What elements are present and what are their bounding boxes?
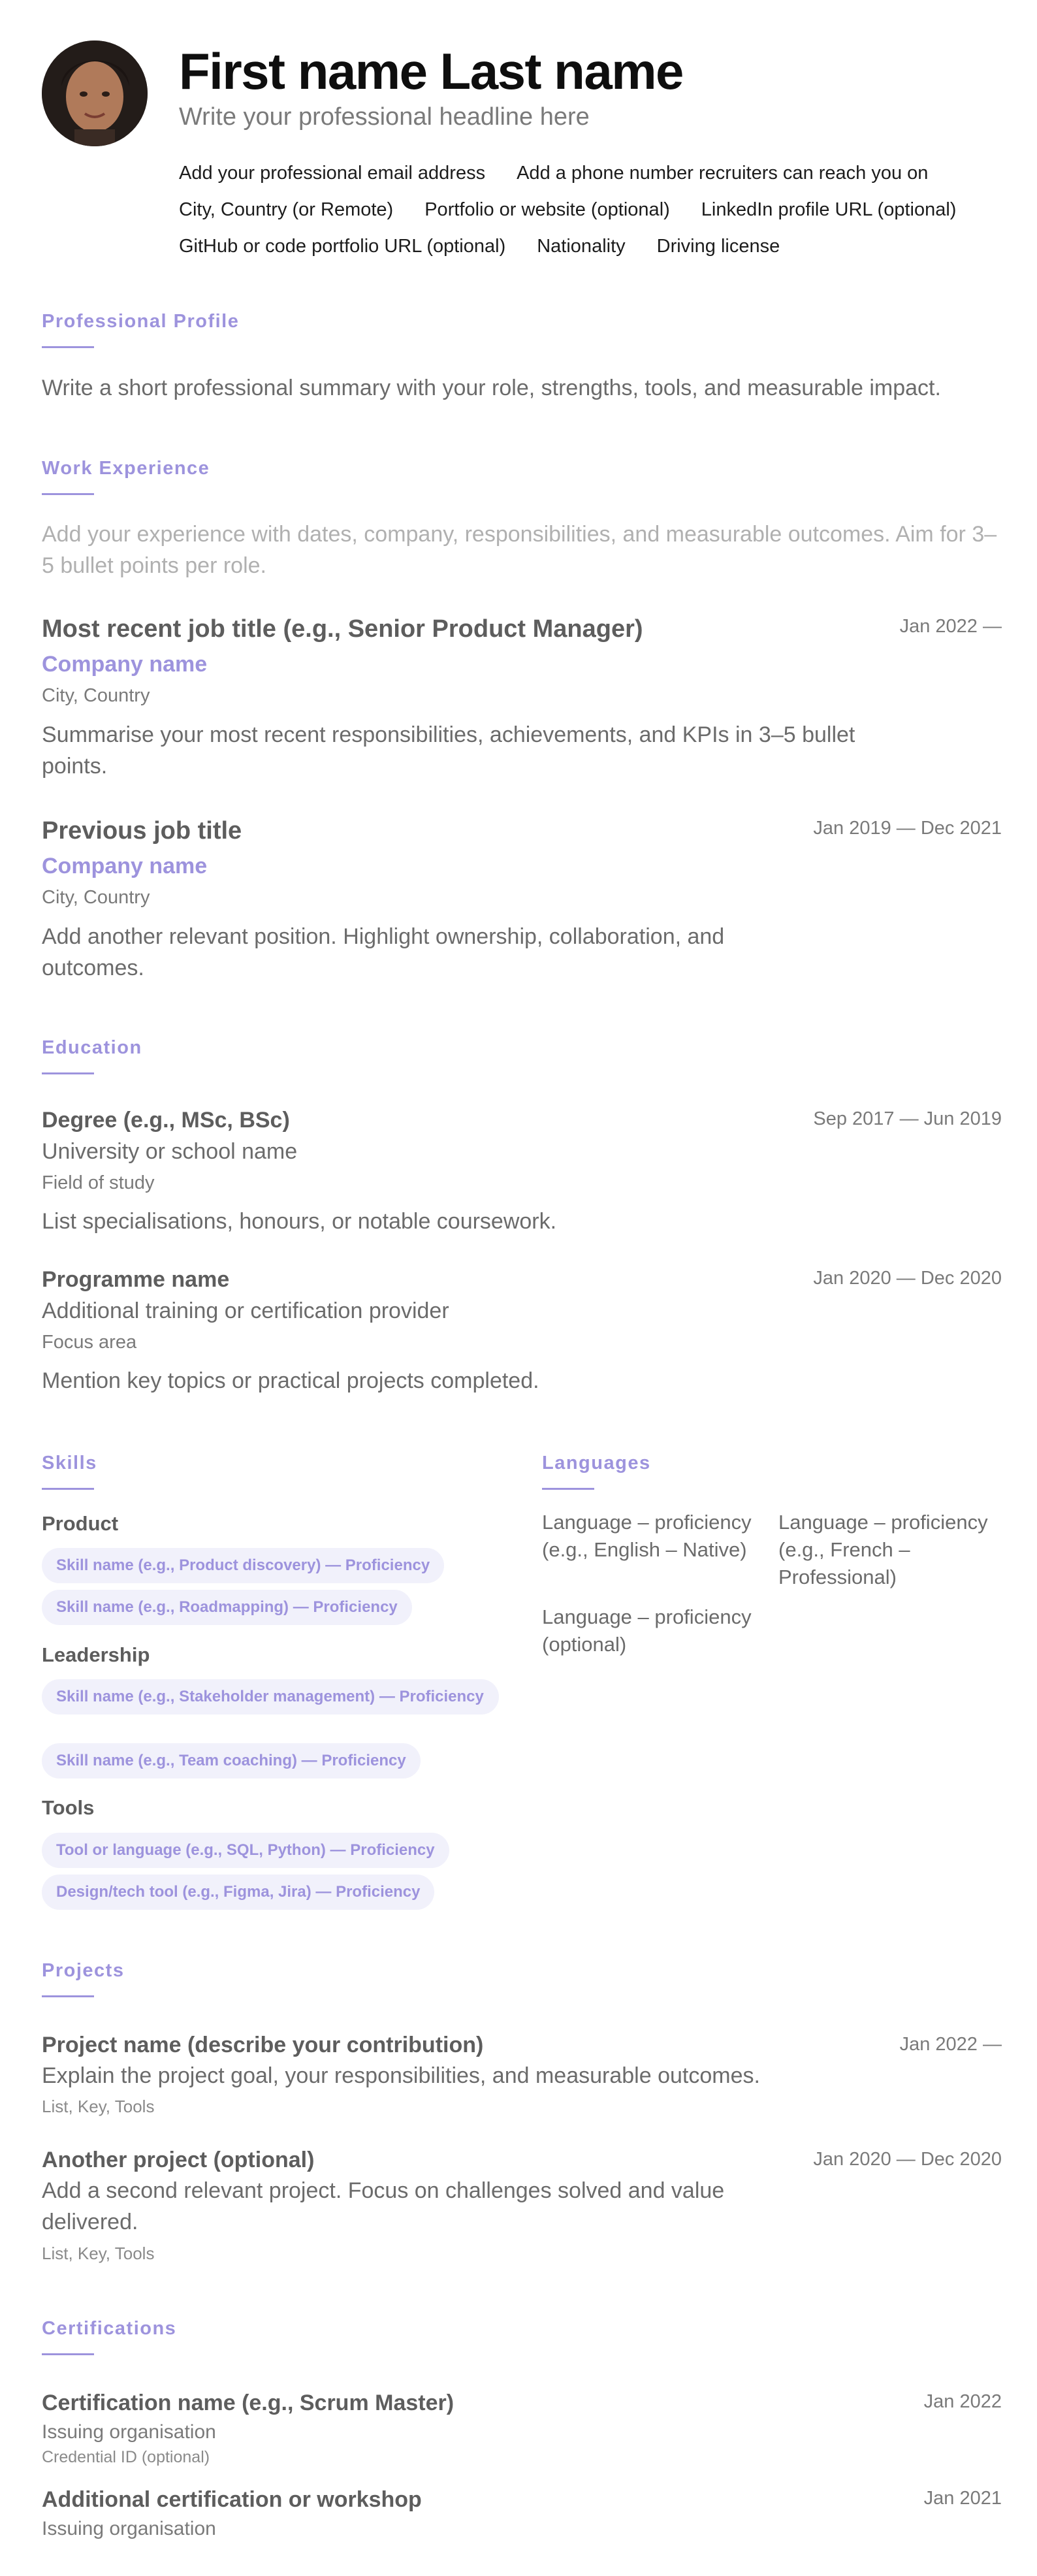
contact-row <box>179 228 1015 265</box>
candidate-name: First name Last name <box>179 42 683 100</box>
certification-date[interactable]: Jan 2022 <box>923 2391 1002 2412</box>
skill-chip[interactable]: Design/tech tool (e.g., Figma, Jira) — Proficiency <box>42 1875 434 1910</box>
project-tags[interactable]: List, Key, Tools <box>42 2244 155 2263</box>
project-description[interactable]: Add a second relevant project. Focus on challenges solved and value delivered. <box>42 2178 725 2234</box>
skill-group-title: Leadership <box>42 1643 150 1666</box>
job-title[interactable]: Most recent job title (e.g., Senior Product Manager) <box>42 615 643 643</box>
project-date[interactable]: Jan 2020 — Dec 2020 <box>813 2149 1002 2170</box>
section-divider <box>42 1995 94 1997</box>
section-title-education: Education <box>42 1037 142 1058</box>
section-divider <box>42 346 94 348</box>
driving-license-field[interactable]: Driving license <box>656 236 780 257</box>
project-date[interactable]: Jan 2022 — <box>899 2034 1002 2055</box>
job-location[interactable]: City, Country <box>42 685 150 706</box>
certification-name[interactable]: Certification name (e.g., Scrum Master) <box>42 2391 455 2415</box>
section-title-experience: Work Experience <box>42 458 210 479</box>
skill-group-title: Product <box>42 1512 119 1535</box>
project-name[interactable]: Another project (optional) <box>42 2148 315 2172</box>
skill-group-title: Tools <box>42 1796 95 1819</box>
professional-headline: Write your professional headline here <box>179 103 590 131</box>
job-date[interactable]: Jan 2022 — <box>899 616 1002 637</box>
language-item[interactable]: Language – proficiency (e.g., French – Professional) <box>778 1511 988 1588</box>
location-field[interactable]: City, Country (or Remote) <box>179 199 394 220</box>
project-name[interactable]: Project name (describe your contribution) <box>42 2033 484 2057</box>
job-company[interactable]: Company name <box>42 854 208 878</box>
skill-chip[interactable]: Skill name (e.g., Team coaching) — Proficiency <box>42 1743 421 1779</box>
section-title-profile: Professional Profile <box>42 311 240 332</box>
project-description[interactable]: Explain the project goal, your responsibilities, and measurable outcomes. <box>42 2063 760 2088</box>
education-date[interactable]: Sep 2017 — Jun 2019 <box>813 1108 1002 1129</box>
section-divider <box>42 1072 94 1074</box>
portfolio-link[interactable]: Portfolio or website (optional) <box>424 199 670 220</box>
section-title-skills: Skills <box>42 1453 97 1473</box>
degree-title[interactable]: Degree (e.g., MSc, BSc) <box>42 1108 290 1133</box>
experience-hint: Add your experience with dates, company, responsibilities, and measurable outcomes. Aim for 3–5 bullet points per role. <box>42 522 997 578</box>
education-description[interactable]: Mention key topics or practical projects completed. <box>42 1368 539 1393</box>
resume-header <box>42 40 1002 276</box>
nationality-field[interactable]: Nationality <box>537 236 626 257</box>
github-link[interactable]: GitHub or code portfolio URL (optional) <box>179 236 506 257</box>
certification-name[interactable]: Additional certification or workshop <box>42 2487 422 2512</box>
section-divider <box>42 493 94 495</box>
job-title[interactable]: Previous job title <box>42 817 242 845</box>
section-title-languages: Languages <box>542 1453 651 1473</box>
skill-chip[interactable]: Skill name (e.g., Roadmapping) — Proficiency <box>42 1590 412 1625</box>
education-date[interactable]: Jan 2020 — Dec 2020 <box>813 1268 1002 1289</box>
phone-field[interactable]: Add a phone number recruiters can reach you on <box>517 163 929 184</box>
degree-title[interactable]: Programme name <box>42 1267 230 1292</box>
language-item[interactable]: Language – proficiency (e.g., English – Native) <box>542 1511 752 1561</box>
section-divider <box>542 1488 594 1490</box>
field-of-study[interactable]: Field of study <box>42 1172 155 1193</box>
job-description[interactable]: Add another relevant position. Highlight ownership, collaboration, and outcomes. <box>42 924 725 980</box>
section-divider <box>42 2353 94 2355</box>
education-description[interactable]: List specialisations, honours, or notable coursework. <box>42 1209 557 1234</box>
job-description[interactable]: Summarise your most recent responsibilities, achievements, and KPIs in 3–5 bullet points. <box>42 722 855 779</box>
job-location[interactable]: City, Country <box>42 887 150 908</box>
certification-date[interactable]: Jan 2021 <box>923 2488 1002 2509</box>
linkedin-link[interactable]: LinkedIn profile URL (optional) <box>701 199 957 220</box>
field-of-study[interactable]: Focus area <box>42 1332 137 1353</box>
avatar <box>42 40 148 146</box>
project-tags[interactable]: List, Key, Tools <box>42 2097 155 2116</box>
skill-chip[interactable]: Skill name (e.g., Stakeholder management) — Proficiency <box>42 1679 499 1715</box>
section-title-projects: Projects <box>42 1960 125 1981</box>
certification-issuer[interactable]: Issuing organisation <box>42 2421 216 2443</box>
section-divider <box>42 1488 94 1490</box>
email-field[interactable]: Add your professional email address <box>179 163 486 184</box>
job-company[interactable]: Company name <box>42 652 208 677</box>
job-date[interactable]: Jan 2019 — Dec 2021 <box>813 818 1002 839</box>
contact-row <box>179 155 1015 191</box>
language-item[interactable]: Language – proficiency (optional) <box>542 1605 752 1656</box>
section-title-certifications: Certifications <box>42 2318 177 2339</box>
skill-chip[interactable]: Skill name (e.g., Product discovery) — Proficiency <box>42 1548 444 1583</box>
credential-id[interactable]: Credential ID (optional) <box>42 2448 210 2466</box>
skill-chip[interactable]: Tool or language (e.g., SQL, Python) — Proficiency <box>42 1833 449 1868</box>
school-name[interactable]: University or school name <box>42 1139 298 1164</box>
contact-row <box>179 191 1015 228</box>
certification-issuer[interactable]: Issuing organisation <box>42 2518 216 2539</box>
profile-summary[interactable]: Write a short professional summary with your role, strengths, tools, and measurable impact. <box>42 376 941 400</box>
school-name[interactable]: Additional training or certification provider <box>42 1298 449 1323</box>
contact-info <box>179 155 1015 265</box>
